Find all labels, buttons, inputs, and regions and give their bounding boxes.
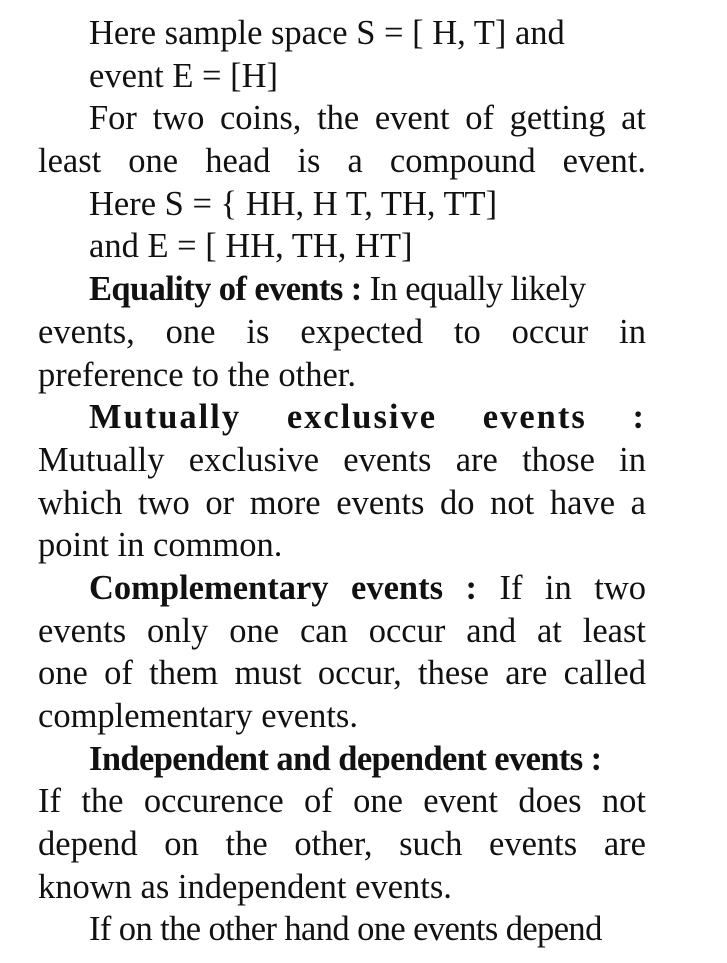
text-line: events, one is expected to occur in [38, 312, 646, 351]
text-line: preference to the other. [38, 355, 356, 394]
text-line: which two or more events do not have a [38, 483, 646, 522]
term-heading: Independent and dependent events : [89, 739, 602, 778]
text-line: one of them must occur, these are called [38, 654, 646, 693]
text-line: Here S = { HH, H T, TH, TT] [89, 184, 498, 223]
text-line [38, 268, 646, 311]
text-line: If on the other hand one events depend [89, 910, 602, 949]
term-heading: Complementary events : [89, 568, 477, 607]
term-text: In equally likely [361, 270, 586, 309]
text-line: Mutually exclusive events are those in [38, 440, 646, 479]
text-line: depend on the other, such events are [38, 825, 646, 864]
text-line: complementary events. [38, 697, 358, 735]
term-text: If in two [476, 568, 646, 607]
term-heading: Mutually exclusive events : [89, 398, 646, 437]
text-line: point in common. [38, 526, 283, 565]
document-page [38, 12, 646, 951]
text-line: For two coins, the event of getting at [89, 99, 646, 138]
text-line: Here sample space S = [ H, T] and [89, 14, 565, 52]
text-line: events only one can occur and at least [38, 611, 646, 650]
text-line: event E = [H] [89, 56, 279, 95]
text-line: If the occurence of one event does not [38, 782, 646, 821]
term-heading: Equality of events : [89, 270, 362, 309]
text-line: known as independent events. [38, 867, 452, 906]
text-line: least one head is a compound event. [38, 142, 646, 181]
text-line [38, 567, 646, 610]
text-line: and E = [ HH, TH, HT] [89, 227, 413, 266]
